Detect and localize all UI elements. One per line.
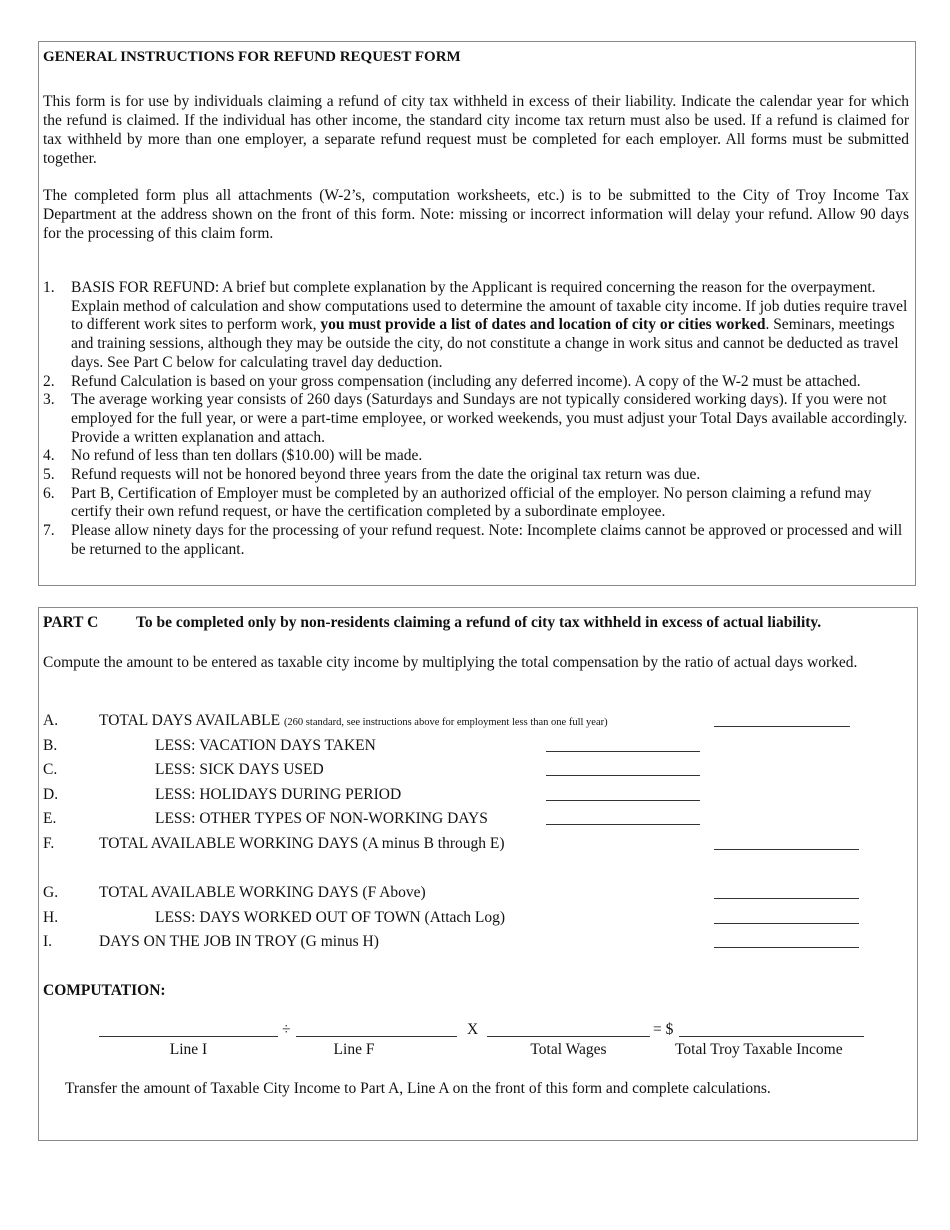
caption-total-wages: Total Wages — [530, 1041, 607, 1058]
list-item-text: BASIS FOR REFUND: A brief but complete explanation by the Applicant is required concerning the reason for the overpayment. Explain method of calculation and show computations used to determine the amount of taxable city income. If job duties require travel to different work sites to perform work, — [71, 279, 908, 334]
line-h-input[interactable] — [714, 923, 859, 924]
line-a-note: (260 standard, see instructions above for employment less than one full year) — [283, 717, 608, 728]
line-e-label: LESS: OTHER TYPES OF NON-WORKING DAYS — [155, 810, 488, 827]
line-d-letter: D. — [43, 786, 59, 803]
list-item — [43, 447, 911, 466]
computation-line-i-input[interactable] — [99, 1036, 278, 1037]
line-a-label — [99, 711, 608, 732]
list-item — [43, 485, 911, 522]
list-item-text: The average working year consists of 260 days (Saturdays and Sundays are not typically considered working days). If you were not employed for the full year, or were a part-time employee, or worked weekends, you must adjust your Total Days available accordingly. Provide a written explanation and attach. — [71, 391, 908, 446]
general-instructions-title: GENERAL INSTRUCTIONS FOR REFUND REQUEST FORM — [43, 49, 461, 65]
line-f-input[interactable] — [714, 849, 859, 850]
instructions-list — [43, 279, 911, 560]
line-g-input[interactable] — [714, 898, 859, 899]
list-item-text: Part B, Certification of Employer must be completed by an authorized official of the employer. No person claiming a refund may certify their own refund request, or have the certification completed by a subordinate employee. — [71, 484, 872, 521]
transfer-note: Transfer the amount of Taxable City Income to Part A, Line A on the front of this form and complete calculations. — [65, 1080, 771, 1097]
line-d-label: LESS: HOLIDAYS DURING PERIOD — [155, 786, 402, 803]
line-b-letter: B. — [43, 737, 58, 754]
computation-title: COMPUTATION: — [43, 982, 166, 999]
list-item-text: Refund requests will not be honored beyond three years from the date the original tax return was due. — [71, 466, 701, 484]
caption-total-taxable-income: Total Troy Taxable Income — [675, 1041, 843, 1058]
list-item — [43, 279, 911, 373]
line-f-letter: F. — [43, 835, 55, 852]
part-c-heading: To be completed only by non-residents claiming a refund of city tax withheld in excess of actual liability. — [136, 614, 822, 631]
line-c-label: LESS: SICK DAYS USED — [155, 761, 324, 778]
line-a-letter: A. — [43, 712, 59, 729]
caption-line-f: Line F — [333, 1041, 375, 1058]
line-i-label: DAYS ON THE JOB IN TROY (G minus H) — [99, 933, 379, 950]
computation-taxable-income-input[interactable] — [679, 1036, 864, 1037]
part-c-intro: Compute the amount to be entered as taxable city income by multiplying the total compensation by the ratio of actual days worked. — [43, 654, 858, 671]
computation-line-f-input[interactable] — [296, 1036, 457, 1037]
line-b-label: LESS: VACATION DAYS TAKEN — [155, 737, 376, 754]
line-c-input[interactable] — [546, 775, 700, 776]
list-item-text: No refund of less than ten dollars ($10.00) will be made. — [71, 447, 423, 465]
caption-line-i: Line I — [169, 1041, 208, 1058]
general-instructions-section — [38, 41, 916, 586]
line-g-label: TOTAL AVAILABLE WORKING DAYS (F Above) — [99, 884, 426, 901]
list-item-bold-text: you must provide a list of dates and location of city or cities worked — [320, 316, 766, 334]
general-paragraph-1: This form is for use by individuals claiming a refund of city tax withheld in excess of their liability. Indicate the calendar year for which the refund is claimed. If the individual has other income, the standard city income tax return must also be used. If a refund is claimed for tax withheld by more than one employer, a separate refund request must be completed for each employer. All forms must be submitted together. — [43, 93, 909, 167]
list-item — [43, 522, 911, 559]
line-a-label-text: TOTAL DAYS AVAILABLE — [99, 712, 281, 729]
list-item-number: 6. — [43, 484, 55, 502]
part-c-label: PART C — [43, 614, 99, 631]
line-a-input[interactable] — [714, 726, 850, 727]
list-item-number: 5. — [43, 466, 55, 484]
line-d-input[interactable] — [546, 800, 700, 801]
divide-sign: ÷ — [282, 1021, 291, 1038]
list-item-number: 4. — [43, 447, 55, 465]
list-item-text: Please allow ninety days for the processing of your refund request. Note: Incomplete claims cannot be approved or processed and will be returned to the applicant. — [71, 522, 903, 558]
line-e-letter: E. — [43, 810, 57, 827]
equals-dollar-sign: = $ — [653, 1021, 674, 1038]
line-h-letter: H. — [43, 909, 59, 926]
list-item — [43, 391, 911, 447]
list-item-number: 3. — [43, 391, 55, 409]
line-f-label: TOTAL AVAILABLE WORKING DAYS (A minus B through E) — [99, 835, 505, 852]
multiply-sign: X — [467, 1021, 479, 1038]
part-c-section — [38, 607, 918, 1141]
list-item-text-continued: . Seminars, meetings and training sessions, although they may be outside the city, do not constitute a change in work situs and cannot be deducted as travel days. See Part C below for calculating travel day deduction. — [71, 316, 899, 371]
line-i-input[interactable] — [714, 947, 859, 948]
line-g-letter: G. — [43, 884, 59, 901]
list-item-number: 1. — [43, 279, 55, 296]
line-i-letter: I. — [43, 933, 53, 950]
list-item — [43, 466, 911, 485]
list-item-number: 2. — [43, 372, 55, 390]
line-c-letter: C. — [43, 761, 58, 778]
line-b-input[interactable] — [546, 751, 700, 752]
general-paragraph-2: The completed form plus all attachments (W-2’s, computation worksheets, etc.) is to be submitted to the City of Troy Income Tax Department at the address shown on the front of this form. Note: missing or incorrect information will delay your refund. Allow 90 days for the processing of this claim form. — [43, 187, 909, 242]
list-item-number: 7. — [43, 522, 55, 540]
line-e-input[interactable] — [546, 824, 700, 825]
list-item — [43, 373, 911, 392]
line-h-label: LESS: DAYS WORKED OUT OF TOWN (Attach Log) — [155, 909, 506, 926]
list-item-text: Refund Calculation is based on your gross compensation (including any deferred income). A copy of the W-2 must be attached. — [71, 372, 861, 390]
computation-wages-input[interactable] — [487, 1036, 650, 1037]
